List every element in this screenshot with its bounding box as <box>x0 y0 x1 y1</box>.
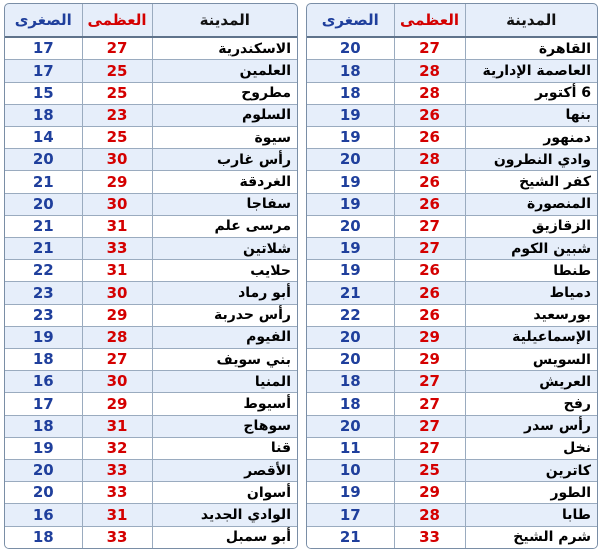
city-cell: أسوان <box>152 482 297 504</box>
city-cell: كاترين <box>465 460 597 482</box>
city-cell: سوهاج <box>152 415 297 437</box>
max-temp-cell: 29 <box>82 393 152 415</box>
city-cell: أبو سمبل <box>152 526 297 548</box>
city-cell: أسيوط <box>152 393 297 415</box>
city-cell: بني سويف <box>152 349 297 371</box>
min-temp-cell: 20 <box>307 326 394 348</box>
city-cell: بنها <box>465 104 597 126</box>
city-cell: المنيا <box>152 371 297 393</box>
table-row <box>307 127 597 149</box>
max-temp-cell: 31 <box>82 260 152 282</box>
max-temp-cell: 27 <box>394 393 465 415</box>
min-temp-cell: 17 <box>5 60 82 82</box>
city-cell: السلوم <box>152 104 297 126</box>
city-cell: طنطا <box>465 260 597 282</box>
header-city: المدينة <box>152 4 297 37</box>
city-cell: شبين الكوم <box>465 238 597 260</box>
city-cell: بورسعيد <box>465 304 597 326</box>
max-temp-cell: 33 <box>82 460 152 482</box>
table-row <box>307 371 597 393</box>
city-cell: حلايب <box>152 260 297 282</box>
min-temp-cell: 17 <box>5 393 82 415</box>
max-temp-cell: 31 <box>82 215 152 237</box>
table-row <box>307 349 597 371</box>
city-cell: مطروح <box>152 82 297 104</box>
max-temp-cell: 29 <box>394 349 465 371</box>
table-row <box>307 215 597 237</box>
city-cell: نخل <box>465 437 597 459</box>
table-row <box>307 393 597 415</box>
max-temp-cell: 23 <box>82 104 152 126</box>
city-cell: الأقصر <box>152 460 297 482</box>
min-temp-cell: 18 <box>307 371 394 393</box>
max-temp-cell: 27 <box>82 37 152 60</box>
table-row <box>5 437 297 459</box>
table-row <box>307 504 597 526</box>
table-row <box>5 482 297 504</box>
max-temp-cell: 29 <box>82 171 152 193</box>
table-row <box>307 104 597 126</box>
min-temp-cell: 23 <box>5 304 82 326</box>
header-row <box>5 4 297 37</box>
table-row <box>5 193 297 215</box>
max-temp-cell: 27 <box>394 238 465 260</box>
table-row <box>307 437 597 459</box>
city-cell: الزقازيق <box>465 215 597 237</box>
min-temp-cell: 16 <box>5 504 82 526</box>
max-temp-cell: 29 <box>394 326 465 348</box>
city-cell: الغردقة <box>152 171 297 193</box>
max-temp-cell: 25 <box>394 460 465 482</box>
table-row <box>5 460 297 482</box>
city-cell: العلمين <box>152 60 297 82</box>
min-temp-cell: 20 <box>307 149 394 171</box>
min-temp-cell: 18 <box>5 349 82 371</box>
max-temp-cell: 27 <box>394 215 465 237</box>
table-row <box>5 526 297 548</box>
max-temp-cell: 26 <box>394 260 465 282</box>
city-cell: سفاجا <box>152 193 297 215</box>
table-row <box>5 215 297 237</box>
table-row <box>5 104 297 126</box>
min-temp-cell: 19 <box>5 326 82 348</box>
min-temp-cell: 18 <box>307 393 394 415</box>
min-temp-cell: 21 <box>307 526 394 548</box>
min-temp-cell: 22 <box>5 260 82 282</box>
city-cell: القاهرة <box>465 37 597 60</box>
max-temp-cell: 30 <box>82 282 152 304</box>
table-row <box>5 60 297 82</box>
city-cell: العريش <box>465 371 597 393</box>
max-temp-cell: 30 <box>82 371 152 393</box>
min-temp-cell: 10 <box>307 460 394 482</box>
min-temp-cell: 16 <box>5 371 82 393</box>
header-min: الصغرى <box>307 4 394 37</box>
city-cell: أبو رماد <box>152 282 297 304</box>
table-row <box>5 149 297 171</box>
city-cell: العاصمة الإدارية <box>465 60 597 82</box>
city-cell: رأس غارب <box>152 149 297 171</box>
table-row <box>307 149 597 171</box>
min-temp-cell: 20 <box>5 482 82 504</box>
min-temp-cell: 15 <box>5 82 82 104</box>
right-temperature-table <box>306 3 598 549</box>
city-cell: الاسكندرية <box>152 37 297 60</box>
max-temp-cell: 30 <box>82 193 152 215</box>
header-max: العظمى <box>394 4 465 37</box>
min-temp-cell: 11 <box>307 437 394 459</box>
max-temp-cell: 28 <box>82 326 152 348</box>
city-cell: كفر الشيخ <box>465 171 597 193</box>
table-row <box>307 60 597 82</box>
table-row <box>307 482 597 504</box>
table-row <box>5 238 297 260</box>
max-temp-cell: 31 <box>82 504 152 526</box>
city-cell: الوادي الجديد <box>152 504 297 526</box>
city-cell: الفيوم <box>152 326 297 348</box>
max-temp-cell: 30 <box>82 149 152 171</box>
max-temp-cell: 32 <box>82 437 152 459</box>
max-temp-cell: 28 <box>394 82 465 104</box>
city-cell: مرسى علم <box>152 215 297 237</box>
table-row <box>307 526 597 548</box>
max-temp-cell: 33 <box>82 526 152 548</box>
min-temp-cell: 19 <box>307 171 394 193</box>
table-row <box>5 82 297 104</box>
min-temp-cell: 22 <box>307 304 394 326</box>
max-temp-cell: 25 <box>82 127 152 149</box>
table-row <box>5 127 297 149</box>
min-temp-cell: 19 <box>307 482 394 504</box>
min-temp-cell: 20 <box>5 149 82 171</box>
table-row <box>5 393 297 415</box>
table-row <box>5 37 297 60</box>
header-row <box>307 4 597 37</box>
city-cell: رأس سدر <box>465 415 597 437</box>
table-row <box>5 371 297 393</box>
min-temp-cell: 20 <box>5 193 82 215</box>
table-row <box>5 171 297 193</box>
city-cell: رأس حدربة <box>152 304 297 326</box>
min-temp-cell: 20 <box>307 37 394 60</box>
min-temp-cell: 20 <box>307 415 394 437</box>
left-temperature-table <box>4 3 298 549</box>
city-cell: السويس <box>465 349 597 371</box>
max-temp-cell: 26 <box>394 304 465 326</box>
max-temp-cell: 28 <box>394 60 465 82</box>
table-row <box>307 304 597 326</box>
table-row <box>5 260 297 282</box>
min-temp-cell: 18 <box>307 82 394 104</box>
min-temp-cell: 18 <box>307 60 394 82</box>
min-temp-cell: 21 <box>5 238 82 260</box>
min-temp-cell: 18 <box>5 415 82 437</box>
max-temp-cell: 26 <box>394 282 465 304</box>
min-temp-cell: 14 <box>5 127 82 149</box>
max-temp-cell: 29 <box>394 482 465 504</box>
city-cell: 6 أكتوبر <box>465 82 597 104</box>
table-row <box>307 326 597 348</box>
table-row <box>307 82 597 104</box>
max-temp-cell: 25 <box>82 60 152 82</box>
city-cell: دمنهور <box>465 127 597 149</box>
min-temp-cell: 20 <box>5 460 82 482</box>
max-temp-cell: 26 <box>394 127 465 149</box>
city-cell: الطور <box>465 482 597 504</box>
min-temp-cell: 21 <box>5 215 82 237</box>
city-cell: المنصورة <box>465 193 597 215</box>
min-temp-cell: 19 <box>307 238 394 260</box>
min-temp-cell: 21 <box>5 171 82 193</box>
table-row <box>307 238 597 260</box>
min-temp-cell: 19 <box>307 260 394 282</box>
table-row <box>307 37 597 60</box>
right-table-body <box>307 37 597 548</box>
max-temp-cell: 28 <box>394 504 465 526</box>
max-temp-cell: 26 <box>394 104 465 126</box>
city-cell: دمياط <box>465 282 597 304</box>
table-row <box>5 304 297 326</box>
min-temp-cell: 19 <box>307 127 394 149</box>
max-temp-cell: 26 <box>394 193 465 215</box>
min-temp-cell: 19 <box>5 437 82 459</box>
min-temp-cell: 23 <box>5 282 82 304</box>
max-temp-cell: 33 <box>82 482 152 504</box>
table-row <box>5 504 297 526</box>
min-temp-cell: 20 <box>307 215 394 237</box>
max-temp-cell: 26 <box>394 171 465 193</box>
header-max: العظمى <box>82 4 152 37</box>
min-temp-cell: 19 <box>307 193 394 215</box>
min-temp-cell: 18 <box>5 526 82 548</box>
max-temp-cell: 33 <box>394 526 465 548</box>
min-temp-cell: 17 <box>307 504 394 526</box>
header-min: الصغرى <box>5 4 82 37</box>
min-temp-cell: 17 <box>5 37 82 60</box>
city-cell: الإسماعيلية <box>465 326 597 348</box>
table-row <box>5 282 297 304</box>
table-row <box>307 193 597 215</box>
city-cell: شرم الشيخ <box>465 526 597 548</box>
table-row <box>307 282 597 304</box>
max-temp-cell: 27 <box>394 37 465 60</box>
table-row <box>307 171 597 193</box>
table-row <box>5 326 297 348</box>
table-row <box>5 415 297 437</box>
max-temp-cell: 33 <box>82 238 152 260</box>
max-temp-cell: 28 <box>394 149 465 171</box>
max-temp-cell: 31 <box>82 415 152 437</box>
city-cell: شلاتين <box>152 238 297 260</box>
min-temp-cell: 19 <box>307 104 394 126</box>
table-row <box>307 415 597 437</box>
min-temp-cell: 21 <box>307 282 394 304</box>
city-cell: قنا <box>152 437 297 459</box>
city-cell: رفح <box>465 393 597 415</box>
max-temp-cell: 27 <box>394 437 465 459</box>
min-temp-cell: 20 <box>307 349 394 371</box>
min-temp-cell: 18 <box>5 104 82 126</box>
left-table-body <box>5 37 297 548</box>
city-cell: وادي النطرون <box>465 149 597 171</box>
max-temp-cell: 29 <box>82 304 152 326</box>
header-city: المدينة <box>465 4 597 37</box>
city-cell: طابا <box>465 504 597 526</box>
table-row <box>5 349 297 371</box>
max-temp-cell: 27 <box>394 415 465 437</box>
max-temp-cell: 27 <box>82 349 152 371</box>
max-temp-cell: 25 <box>82 82 152 104</box>
table-row <box>307 460 597 482</box>
city-cell: سيوة <box>152 127 297 149</box>
table-row <box>307 260 597 282</box>
max-temp-cell: 27 <box>394 371 465 393</box>
